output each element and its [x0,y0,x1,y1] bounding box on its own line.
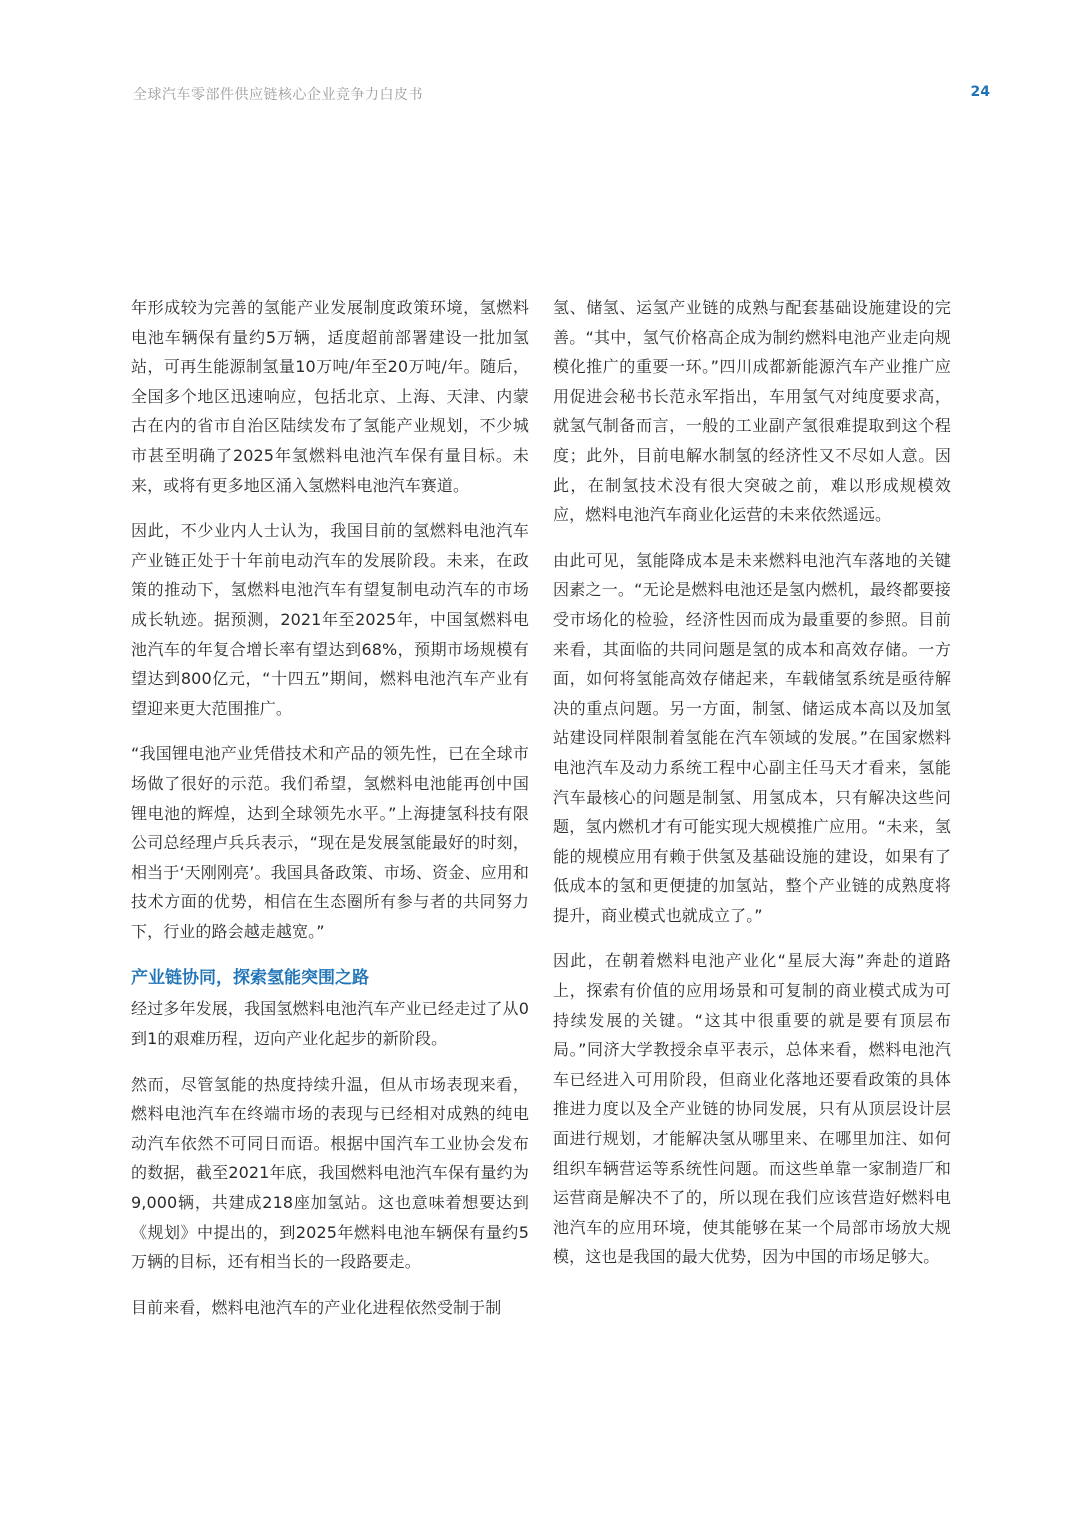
paragraph: 由此可见，氢能降成本是未来燃料电池汽车落地的关键因素之一。“无论是燃料电池还是氢内燃机，最终都要接受市场化的检验，经济性因而成为最重要的参照。目前来看，其面临的共同问题是氢的成本和高效存储。一方面，如何将氢能高效存储起来，车载储氢系统是亟待解决的重点问题。另一方面，制氢、储运成本高以及加氢站建设同样限制着氢能在汽车领域的发展。”在国家燃料电池汽车及动力系统工程中心副主任马天才看来，氢能汽车最核心的问题是制氢、用氢成本，只有解决这些问题，氢内燃机才有可能实现大规模推广应用。“未来，氢能的规模应用有赖于供氢及基础设施的建设，如果有了低成本的氢和更便捷的加氢站，整个产业链的成熟度将提升，商业模式也就成立了。” [553,550,951,925]
paragraph: 因此，不少业内人士认为，我国目前的氢燃料电池汽车产业链正处于十年前电动汽车的发展阶段。未来，在政策的推动下，氢燃料电池汽车有望复制电动汽车的市场成长轨迹。据预测，2021年至2025年，中国氢燃料电池汽车的年复合增长率有望达到68%，预期市场规模有望达到800亿元，“十四五”期间，燃料电池汽车产业有望迎来更大范围推广。 [131,521,529,718]
document-title: 全球汽车零部件供应链核心企业竞争力白皮书 [133,87,423,103]
paragraph: 年形成较为完善的氢能产业发展制度政策环境，氢燃料电池车辆保有量约5万辆，适度超前部署建设一批加氢站，可再生能源制氢量10万吨/年至20万吨/年。随后，全国多个地区迅速响应，包括北京、上海、天津、内蒙古在内的省市自治区陆续发布了氢能产业规划，不少城市甚至明确了2025年氢燃料电池汽车保有量目标。未来，或将有更多地区涌入氢燃料电池汽车赛道。 [131,298,529,495]
right-column [553,293,951,1288]
section-heading: 产业链协同，探索氢能突围之路 [131,968,369,989]
paragraph: 氢、储氢、运氢产业链的成熟与配套基础设施建设的完善。“其中，氢气价格高企成为制约燃料电池产业走向规模化推广的重要一环。”四川成都新能源汽车产业推广应用促进会秘书长范永军指出，车用氢气对纯度要求高，就氢气制备而言，一般的工业副产氢很难提取到这个程度；此外，目前电解水制氢的经济性又不尽如人意。因此，在制氢技术没有很大突破之前，难以形成规模效应，燃料电池汽车商业化运营的未来依然遥远。 [553,298,951,525]
left-column [131,293,529,1338]
page-number: 24 [970,84,990,100]
paragraph: 因此，在朝着燃料电池产业化“星辰大海”奔赴的道路上，探索有价值的应用场景和可复制的商业模式成为可持续发展的关键。“这其中很重要的就是要有顶层布局。”同济大学教授余卓平表示，总体来看，燃料电池汽车已经进入可用阶段，但商业化落地还要看政策的具体推进力度以及全产业链的协同发展，只有从顶层设计层面进行规划，才能解决氢从哪里来、在哪里加注、如何组织车辆营运等系统性问题。而这些单靠一家制造厂和运营商是解决不了的，所以现在我们应该营造好燃料电池汽车的应用环境，使其能够在某一个局部市场放大规模，这也是我国的最大优势，因为中国的市场足够大。 [553,951,951,1267]
paragraph: 目前来看，燃料电池汽车的产业化进程依然受制于制 [131,1297,502,1317]
paragraph: “我国锂电池产业凭借技术和产品的领先性，已在全球市场做了很好的示范。我们希望，氢燃料电池能再创中国锂电池的辉煌，达到全球领先水平。”上海捷氢科技有限公司总经理卢兵兵表示，“现在是发展氢能最好的时刻，相当于‘天刚刚亮’。我国具备政策、市场、资金、应用和技术方面的优势，相信在生态圈所有参与者的共同努力下，行业的路会越走越宽。” [131,744,529,941]
paragraph: 然而，尽管氢能的热度持续升温，但从市场表现来看，燃料电池汽车在终端市场的表现与已经相对成熟的纯电动汽车依然不可同日而语。根据中国汽车工业协会发布的数据，截至2021年底，我国燃料电池汽车保有量约为9,000辆，共建成218座加氢站。这也意味着想要达到《规划》中提出的，到2025年燃料电池车辆保有量约5万辆的目标，还有相当长的一段路要走。 [131,1074,529,1272]
paragraph: 经过多年发展，我国氢燃料电池汽车产业已经走过了从0到1的艰难历程，迈向产业化起步的新阶段。 [131,999,529,1049]
